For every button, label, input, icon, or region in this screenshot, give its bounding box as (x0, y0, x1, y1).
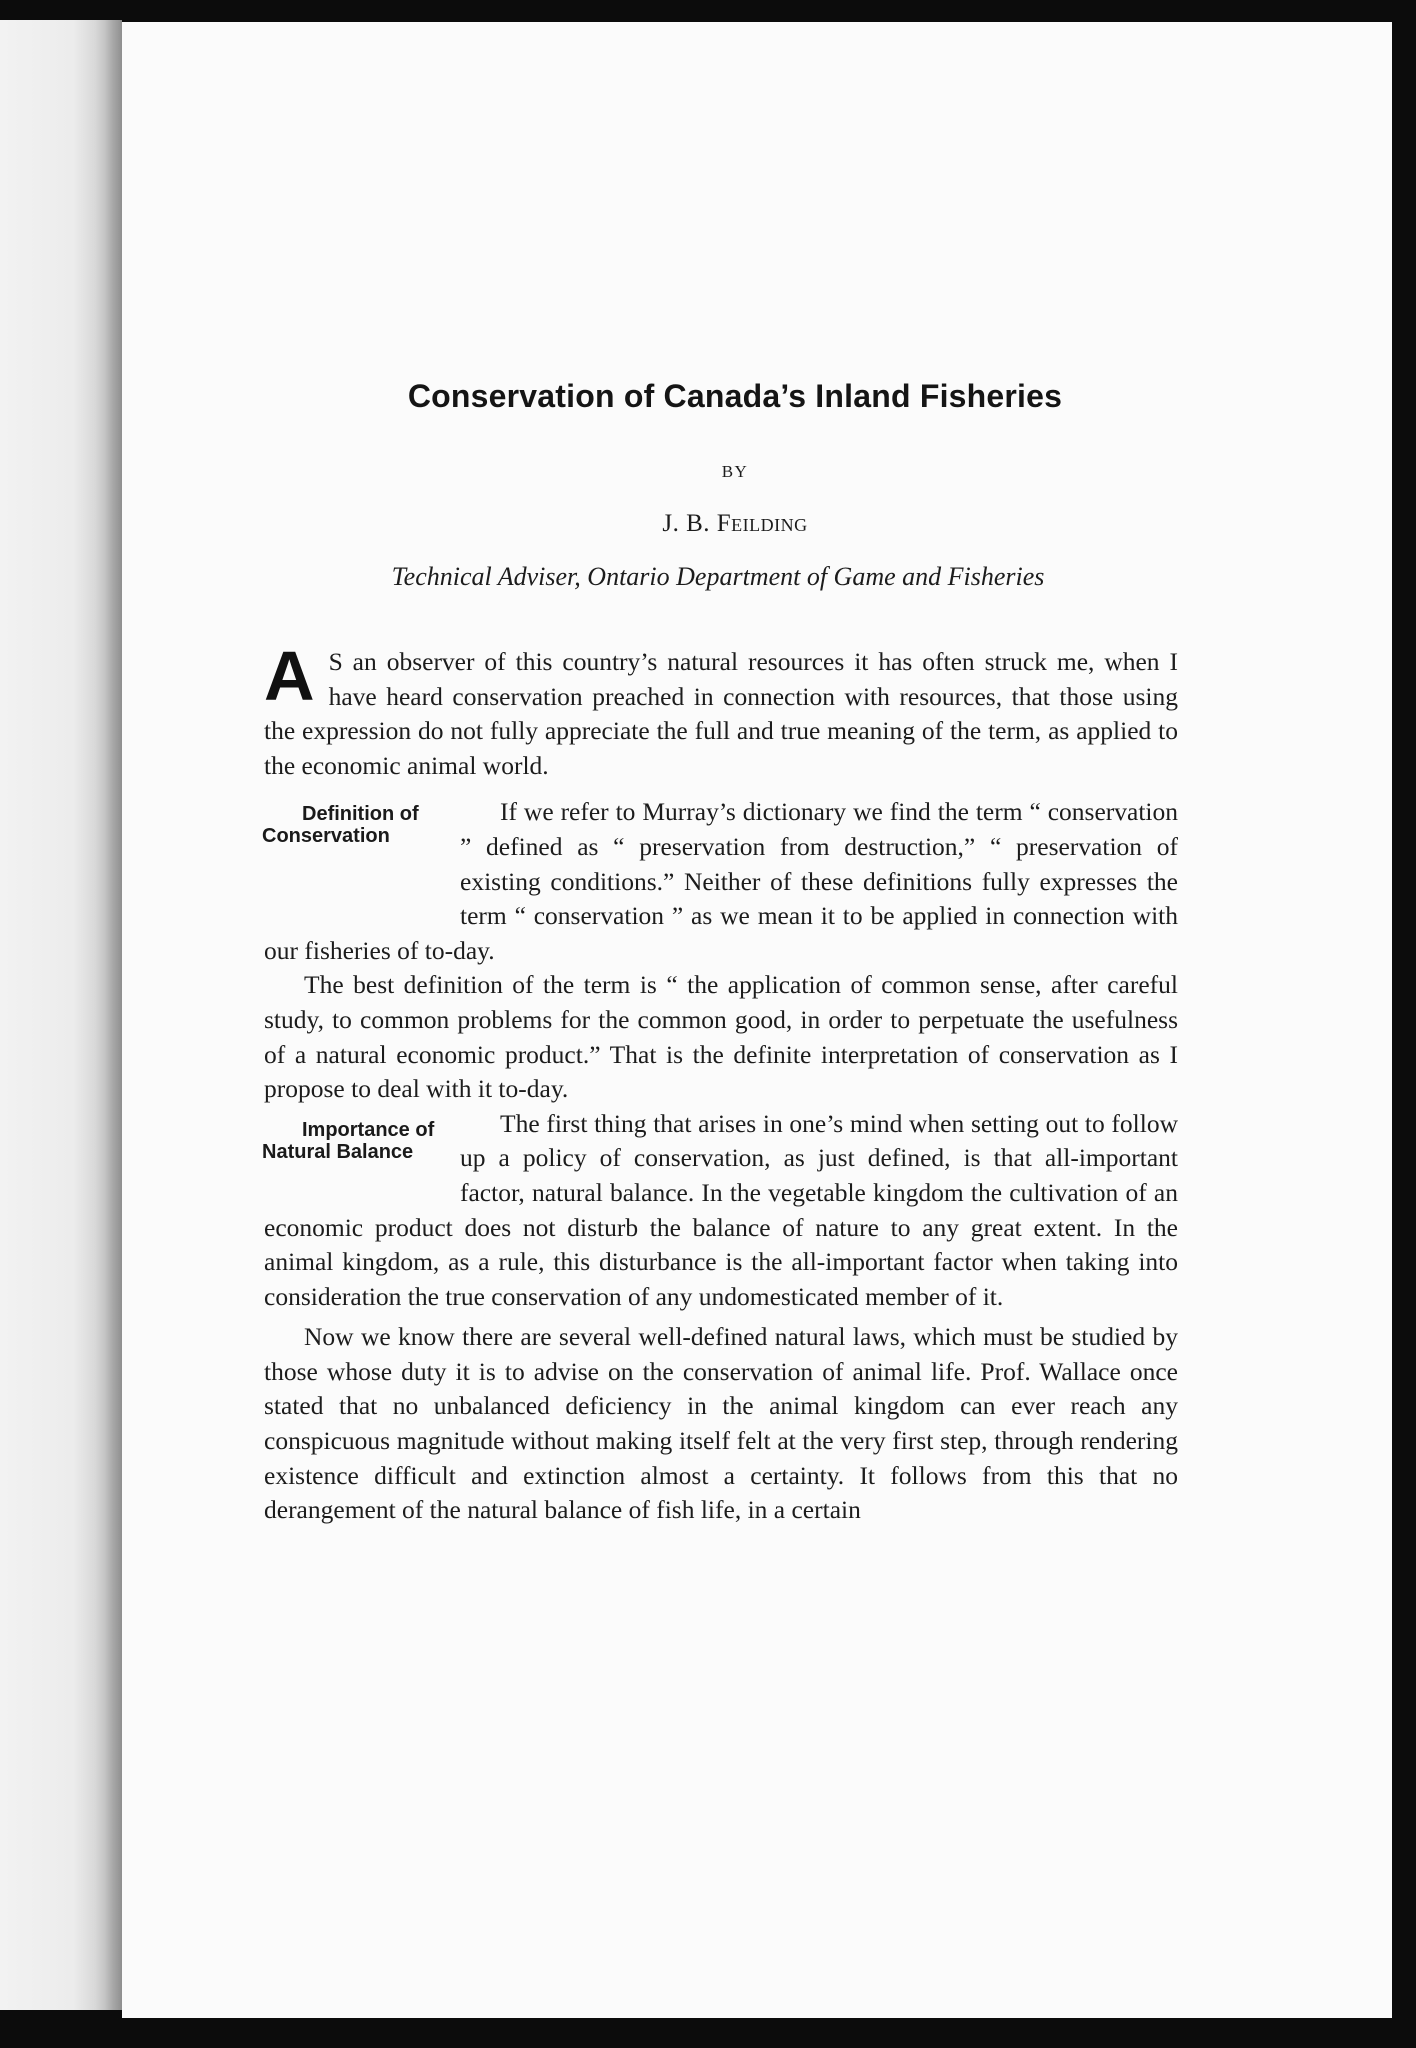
byline: BY (721, 462, 749, 481)
left-page-edge (0, 20, 122, 2010)
paragraph-1-text: S an observer of this country’s natural resources it has often struck me, when I have heard conservation preached in connection with resources, that those using the expression do not fully appreciate the full and true meaning of the term, as applied to the economic animal world. (264, 647, 1178, 780)
sidenote-definition-of-conservation: Definition of Conservation (262, 803, 419, 848)
author-name: J. B. Feilding (662, 510, 808, 537)
paragraph-1 (264, 637, 1178, 783)
spacer (264, 783, 1178, 795)
author-affiliation: Technical Adviser, Ontario Department of Game and Fisheries (391, 562, 1045, 591)
paragraph-2-text: If we refer to Murray’s dictionary we find the term “ conservation ” defined as “ preservation from destruction,” “ preservation of existing conditions.” Neither of these definitions fully expresses the term “ conservation ” as we mean it to be applied in connection with our fisheries of to-day. (264, 797, 1178, 965)
article-body (262, 637, 1178, 1528)
paragraph-2 (264, 795, 1178, 968)
paragraph-4 (264, 1107, 1178, 1315)
article-title: Conservation of Canada’s Inland Fisheries (407, 378, 1063, 414)
drop-cap: A (264, 637, 315, 715)
paragraph-3: The best definition of the term is “ the application of common sense, after careful study, to common problems for the common good, in order to perpetuate the usefulness of a natural economic product.” That is the definite interpretation of conservation as I propose to deal with it to-day. (264, 970, 1178, 1104)
paragraph-5: Now we know there are several well-defined natural laws, which must be studied by those whose duty it is to advise on the conservation of animal life. Prof. Wallace once stated that no unbalanced deficiency in the animal kingdom can ever reach any conspicuous magnitude without making itself felt at the very first step, through rendering existence difficult and extinction almost a certainty. It follows from this that no derangement of the natural balance of fish life, in a certain (264, 1322, 1178, 1525)
sidenote-importance-of-natural-balance: Importance of Natural Balance (262, 1118, 435, 1163)
paragraph-4-text: The first thing that arises in one’s mind when setting out to follow up a policy of conservation, as just defined, is that all-important factor, natural balance. In the vegetable kingdom the cultivation of an economic product does not disturb the balance of nature to any great extent. In the animal kingdom, as a rule, this disturbance is the all-important factor when taking into consideration the true conservation of any undomesticated member of it. (264, 1108, 1178, 1311)
